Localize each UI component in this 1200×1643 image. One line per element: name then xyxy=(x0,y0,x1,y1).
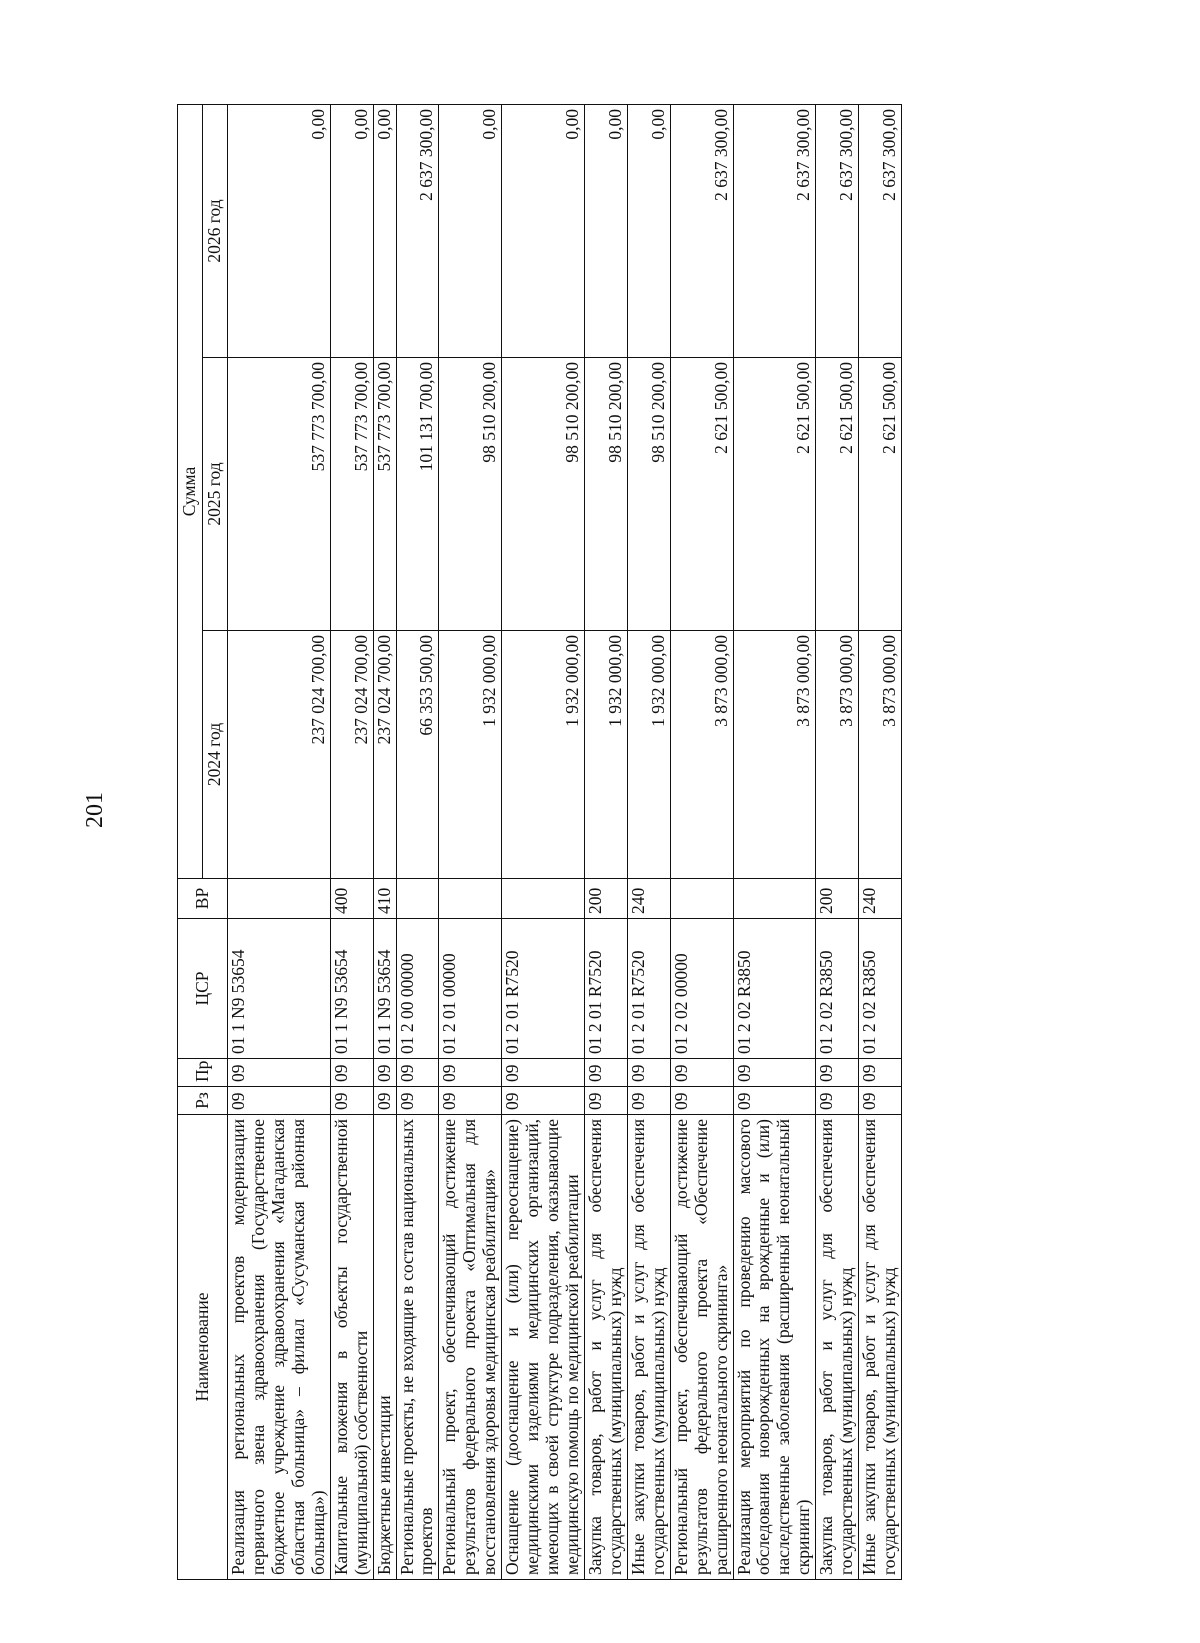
cell-2025: 98 510 200,00 xyxy=(439,358,502,631)
cell-vr xyxy=(396,879,439,919)
cell-pr: 09 xyxy=(670,1059,733,1087)
cell-pr: 09 xyxy=(439,1059,502,1087)
cell-rz: 09 xyxy=(627,1087,670,1115)
cell-pr: 09 xyxy=(373,1059,396,1087)
cell-2025: 2 621 500,00 xyxy=(859,358,902,631)
cell-rz: 09 xyxy=(330,1087,373,1115)
cell-csr: 01 2 02 00000 xyxy=(670,919,733,1059)
cell-name: Закупка товаров, работ и услуг для обеспечения государственных (муниципальных) нужд xyxy=(584,1115,627,1580)
cell-name: Оснащение (дооснащение и (или) переоснащение) медицинскими изделиями медицинских организаций, имеющих в своей структуре подразделения, оказывающие медицинскую помощь по медицинской реабилитации xyxy=(502,1115,585,1580)
cell-pr: 09 xyxy=(859,1059,902,1087)
cell-vr: 400 xyxy=(330,879,373,919)
cell-csr: 01 2 01 R7520 xyxy=(627,919,670,1059)
cell-name: Региональный проект, обеспечивающий достижение результатов федерального проекта «Обеспечение расширенного неонатального скрининга» xyxy=(670,1115,733,1580)
header-vr: ВР xyxy=(178,879,228,919)
cell-2026: 0,00 xyxy=(584,104,627,357)
header-rz: Рз xyxy=(178,1087,228,1115)
cell-rz: 09 xyxy=(396,1087,439,1115)
cell-2026: 0,00 xyxy=(502,104,585,357)
cell-csr: 01 2 00 00000 xyxy=(396,919,439,1059)
cell-rz: 09 xyxy=(502,1087,585,1115)
cell-2024: 1 932 000,00 xyxy=(439,631,502,879)
cell-2024: 3 873 000,00 xyxy=(670,631,733,879)
cell-2026: 0,00 xyxy=(330,104,373,357)
cell-2025: 2 621 500,00 xyxy=(733,358,816,631)
cell-rz: 09 xyxy=(373,1087,396,1115)
cell-rz: 09 xyxy=(228,1087,331,1115)
cell-2026: 0,00 xyxy=(373,104,396,357)
table-row xyxy=(373,104,396,1579)
cell-2024: 1 932 000,00 xyxy=(502,631,585,879)
cell-name: Иные закупки товаров, работ и услуг для обеспечения государственных (муниципальных) нужд xyxy=(627,1115,670,1580)
table-row xyxy=(396,104,439,1579)
cell-csr: 01 2 01 R7520 xyxy=(502,919,585,1059)
cell-2025: 98 510 200,00 xyxy=(502,358,585,631)
cell-2026: 2 637 300,00 xyxy=(816,104,859,357)
cell-rz: 09 xyxy=(584,1087,627,1115)
cell-vr xyxy=(670,879,733,919)
cell-csr: 01 2 02 R3850 xyxy=(859,919,902,1059)
cell-pr: 09 xyxy=(816,1059,859,1087)
cell-csr: 01 1 N9 53654 xyxy=(330,919,373,1059)
cell-2026: 2 637 300,00 xyxy=(733,104,816,357)
cell-2024: 66 353 500,00 xyxy=(396,631,439,879)
cell-name: Иные закупки товаров, работ и услуг для обеспечения государственных (муниципальных) нужд xyxy=(859,1115,902,1580)
cell-name: Бюджетные инвестиции xyxy=(373,1115,396,1580)
cell-vr xyxy=(733,879,816,919)
cell-csr: 01 1 N9 53654 xyxy=(228,919,331,1059)
cell-2025: 98 510 200,00 xyxy=(584,358,627,631)
cell-csr: 01 1 N9 53654 xyxy=(373,919,396,1059)
cell-name: Реализация мероприятий по проведению массового обследования новорожденных на врожденные и (или) наследственные заболевания (расширенный неонатальный скрининг) xyxy=(733,1115,816,1580)
table-row xyxy=(228,104,331,1579)
table-body xyxy=(228,104,902,1579)
table-row xyxy=(330,104,373,1579)
cell-2024: 1 932 000,00 xyxy=(627,631,670,879)
cell-vr: 200 xyxy=(816,879,859,919)
table-row xyxy=(584,104,627,1579)
cell-name: Закупка товаров, работ и услуг для обеспечения государственных (муниципальных) нужд xyxy=(816,1115,859,1580)
cell-rz: 09 xyxy=(670,1087,733,1115)
cell-2024: 237 024 700,00 xyxy=(373,631,396,879)
cell-2024: 237 024 700,00 xyxy=(228,631,331,879)
cell-2026: 2 637 300,00 xyxy=(859,104,902,357)
cell-vr: 410 xyxy=(373,879,396,919)
cell-name: Реализация региональных проектов модернизации первичного звена здравоохранения (Государственное бюджетное учреждение здравоохранения «Магаданская областная больница» – филиал «Сусуманская районная больница») xyxy=(228,1115,331,1580)
cell-pr: 09 xyxy=(584,1059,627,1087)
cell-vr xyxy=(228,879,331,919)
header-2026: 2026 год xyxy=(203,104,228,357)
cell-2024: 3 873 000,00 xyxy=(816,631,859,879)
page-number: 201 xyxy=(82,792,108,828)
table-row xyxy=(627,104,670,1579)
header-pr: Пр xyxy=(178,1059,228,1087)
cell-2025: 537 773 700,00 xyxy=(373,358,396,631)
cell-csr: 01 2 02 R3850 xyxy=(816,919,859,1059)
cell-csr: 01 2 02 R3850 xyxy=(733,919,816,1059)
header-csr: ЦСР xyxy=(178,919,228,1059)
cell-2026: 2 637 300,00 xyxy=(670,104,733,357)
cell-2025: 537 773 700,00 xyxy=(228,358,331,631)
header-2024: 2024 год xyxy=(203,631,228,879)
rotated-table-container xyxy=(177,105,1057,1580)
cell-2024: 1 932 000,00 xyxy=(584,631,627,879)
cell-2026: 0,00 xyxy=(439,104,502,357)
rotated-page xyxy=(177,105,1057,1580)
cell-vr: 240 xyxy=(859,879,902,919)
cell-2024: 3 873 000,00 xyxy=(733,631,816,879)
cell-name: Капитальные вложения в объекты государственной (муниципальной) собственности xyxy=(330,1115,373,1580)
table-row xyxy=(859,104,902,1579)
cell-2025: 2 621 500,00 xyxy=(670,358,733,631)
cell-vr xyxy=(439,879,502,919)
table-row xyxy=(733,104,816,1579)
cell-rz: 09 xyxy=(733,1087,816,1115)
cell-pr: 09 xyxy=(502,1059,585,1087)
header-2025: 2025 год xyxy=(203,358,228,631)
table-row xyxy=(502,104,585,1579)
cell-pr: 09 xyxy=(733,1059,816,1087)
cell-pr: 09 xyxy=(627,1059,670,1087)
table-row xyxy=(439,104,502,1579)
cell-name: Региональные проекты, не входящие в состав национальных проектов xyxy=(396,1115,439,1580)
cell-csr: 01 2 01 R7520 xyxy=(584,919,627,1059)
cell-vr xyxy=(502,879,585,919)
cell-vr: 240 xyxy=(627,879,670,919)
table-row xyxy=(670,104,733,1579)
cell-2025: 537 773 700,00 xyxy=(330,358,373,631)
cell-pr: 09 xyxy=(330,1059,373,1087)
cell-2024: 237 024 700,00 xyxy=(330,631,373,879)
header-sum: Сумма xyxy=(178,104,203,878)
cell-pr: 09 xyxy=(228,1059,331,1087)
cell-rz: 09 xyxy=(439,1087,502,1115)
table-row xyxy=(816,104,859,1579)
cell-2025: 101 131 700,00 xyxy=(396,358,439,631)
budget-table xyxy=(177,104,902,1580)
cell-2024: 3 873 000,00 xyxy=(859,631,902,879)
cell-2025: 2 621 500,00 xyxy=(816,358,859,631)
cell-name: Региональный проект, обеспечивающий достижение результатов федерального проекта «Оптимальная для восстановления здоровья медицинская реабилитация» xyxy=(439,1115,502,1580)
cell-rz: 09 xyxy=(859,1087,902,1115)
header-name: Наименование xyxy=(178,1115,228,1580)
cell-rz: 09 xyxy=(816,1087,859,1115)
cell-2025: 98 510 200,00 xyxy=(627,358,670,631)
cell-2026: 2 637 300,00 xyxy=(396,104,439,357)
cell-vr: 200 xyxy=(584,879,627,919)
cell-pr: 09 xyxy=(396,1059,439,1087)
cell-2026: 0,00 xyxy=(228,104,331,357)
table-header xyxy=(178,104,228,1579)
cell-2026: 0,00 xyxy=(627,104,670,357)
cell-csr: 01 2 01 00000 xyxy=(439,919,502,1059)
